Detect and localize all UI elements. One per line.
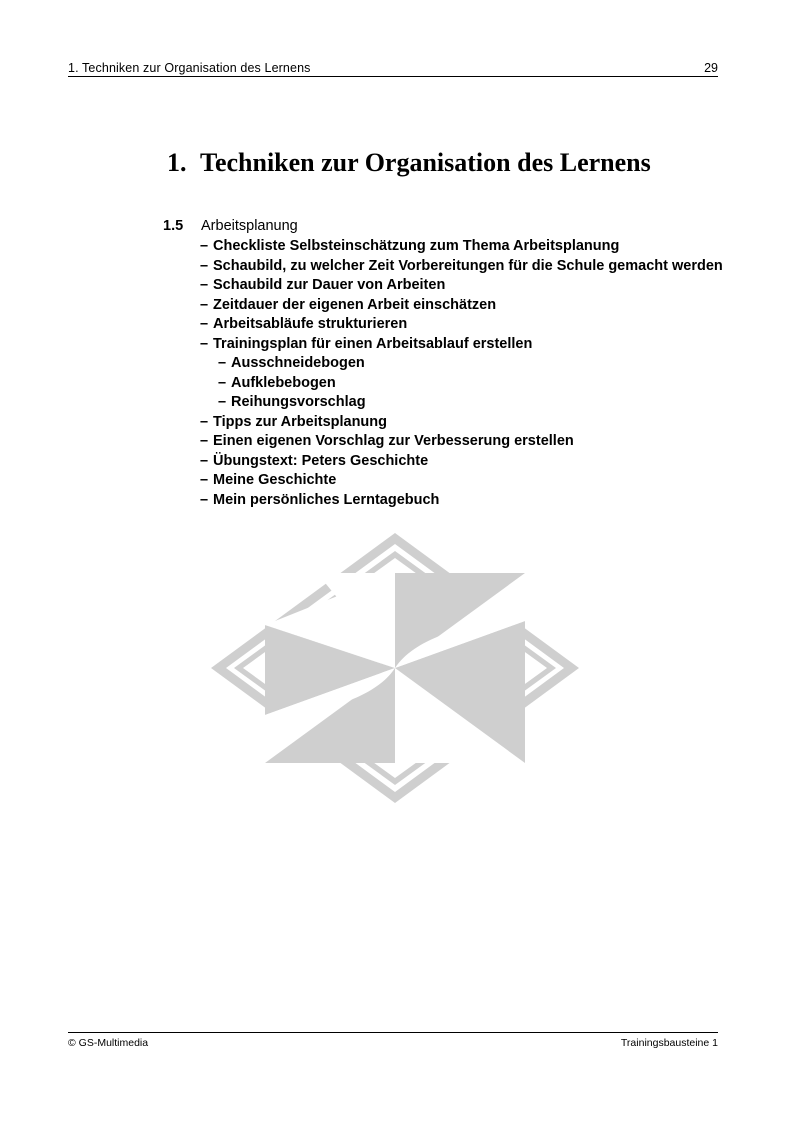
list-item-label: Einen eigenen Vorschlag zur Verbesserung erstellen: [213, 433, 574, 450]
running-header-title: 1. Techniken zur Organisation des Lernens: [68, 60, 311, 75]
list-item-dash: –: [200, 433, 209, 450]
page-number: 29: [704, 60, 718, 75]
chapter-number: 1.: [167, 148, 187, 178]
list-item-dash: –: [200, 238, 209, 255]
list-item: [163, 335, 743, 355]
list-item-dash: –: [218, 355, 227, 372]
list-item-label: Schaubild zur Dauer von Arbeiten: [213, 277, 446, 294]
footer-series-label: Trainingsbausteine 1: [620, 1037, 718, 1049]
list-item-label: Schaubild, zu welcher Zeit Vorbereitungen für die Schule gemacht werden: [213, 257, 723, 274]
section-number: 1.5: [163, 218, 184, 234]
list-item: [163, 452, 743, 472]
list-item: [163, 413, 743, 433]
list-item-label: Aufklebebogen: [231, 374, 336, 391]
list-item-label: Zeitdauer der eigenen Arbeit einschätzen: [213, 296, 497, 313]
list-item-label: Ausschneidebogen: [231, 355, 365, 372]
section-item-list: [163, 237, 743, 510]
list-item-label: Übungstext: Peters Geschichte: [213, 452, 429, 469]
section-heading: [163, 217, 743, 236]
chapter-heading: [167, 148, 727, 177]
diamond-pinwheel-icon: [205, 525, 585, 810]
section-block: [163, 217, 743, 510]
list-item-dash: –: [200, 472, 209, 489]
list-item: [163, 276, 743, 296]
chapter-title-text: Techniken zur Organisation des Lernens: [200, 148, 651, 178]
list-item: [163, 354, 743, 374]
list-item-dash: –: [200, 452, 209, 469]
list-item: [163, 237, 743, 257]
list-item: [163, 393, 743, 413]
list-item-label: Mein persönliches Lerntagebuch: [213, 491, 440, 508]
list-item-label: Trainingsplan für einen Arbeitsablauf erstellen: [213, 335, 533, 352]
list-item: [163, 374, 743, 394]
list-item-label: Arbeitsabläufe strukturieren: [213, 316, 408, 333]
list-item-dash: –: [200, 335, 209, 352]
running-footer: [68, 1037, 718, 1055]
footer-copyright: © GS-Multimedia: [68, 1037, 149, 1049]
running-header: [68, 50, 718, 74]
list-item: [163, 315, 743, 335]
list-item-dash: –: [218, 394, 227, 411]
list-item: [163, 296, 743, 316]
list-item: [163, 491, 743, 511]
list-item-dash: –: [200, 257, 209, 274]
header-divider: [68, 76, 718, 77]
list-item-dash: –: [200, 413, 209, 430]
list-item: [163, 257, 743, 277]
list-item-label: Tipps zur Arbeitsplanung: [213, 413, 388, 430]
list-item-label: Reihungsvorschlag: [231, 394, 366, 411]
list-item-dash: –: [200, 296, 209, 313]
list-item: [163, 432, 743, 452]
list-item-dash: –: [200, 277, 209, 294]
list-item-label: Meine Geschichte: [213, 472, 337, 489]
list-item-label: Checkliste Selbsteinschätzung zum Thema Arbeitsplanung: [213, 238, 620, 255]
list-item-dash: –: [200, 316, 209, 333]
list-item: [163, 471, 743, 491]
section-title: Arbeitsplanung: [201, 218, 298, 234]
list-item-dash: –: [218, 374, 227, 391]
footer-divider: [68, 1032, 718, 1033]
list-item-dash: –: [200, 491, 209, 508]
